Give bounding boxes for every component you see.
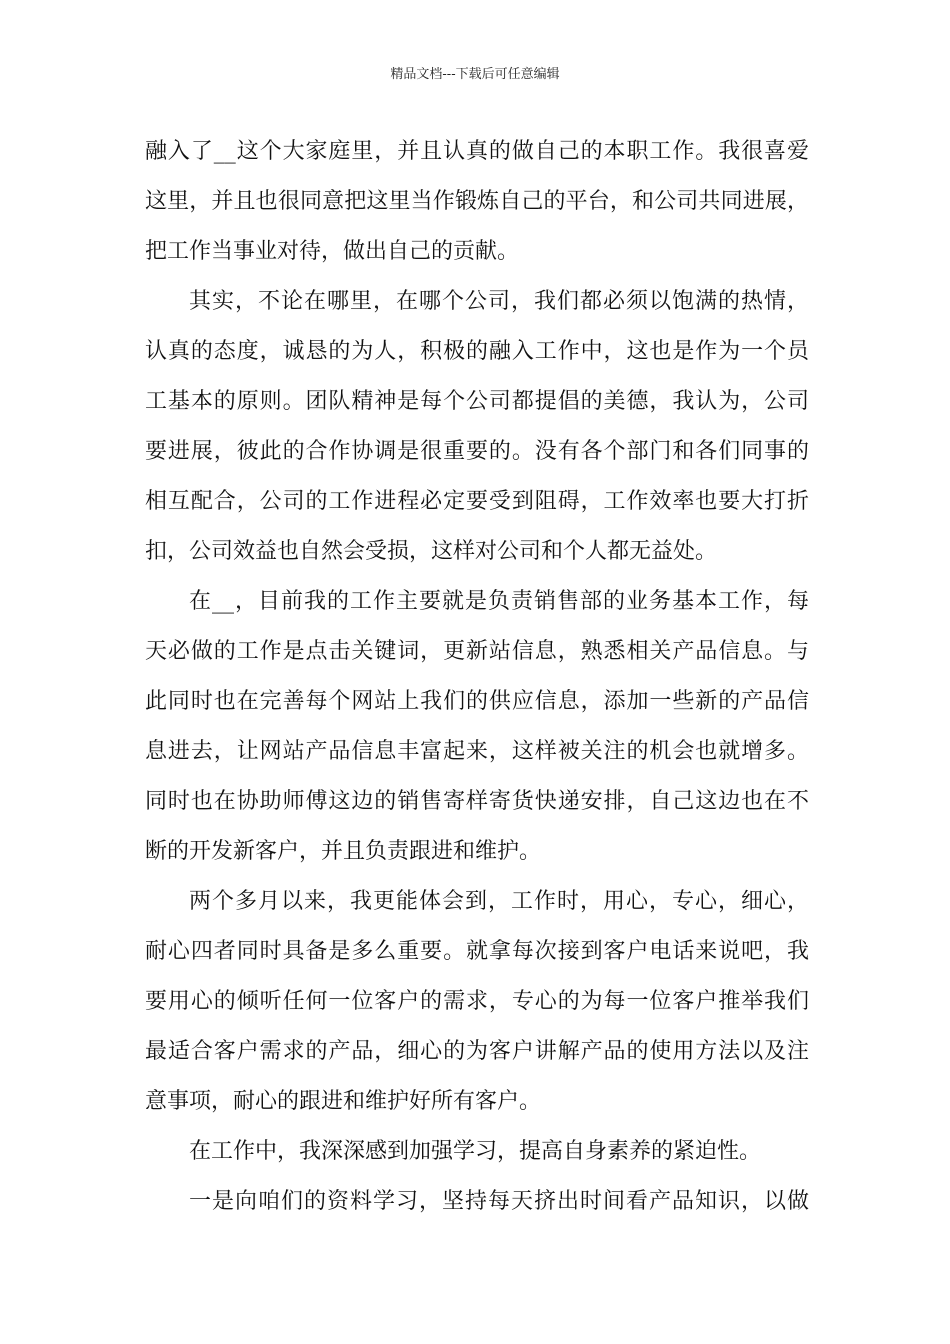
paragraph-3-line-4: 息进去，让网站产品信息丰富起来，这样被关注的机会也就增多。 (145, 739, 809, 764)
paragraph-2-line-2: 认真的态度，诚恳的为人，积极的融入工作中，这也是作为一个员 (145, 339, 809, 364)
paragraph-2-line-6: 扣，公司效益也自然会受损，这样对公司和个人都无益处。 (145, 539, 718, 564)
paragraph-2-line-1: 其实，不论在哪里，在哪个公司，我们都必须以饱满的热情， (189, 289, 809, 314)
paragraph-3-line-2: 天必做的工作是点击关键词，更新站信息，熟悉相关产品信息。与 (145, 639, 809, 664)
paragraph-2-line-5: 相互配合，公司的工作进程必定要受到阻碍，工作效率也要大打折 (145, 489, 809, 514)
paragraph-1-line-3: 把工作当事业对待，做出自己的贡献。 (145, 239, 520, 264)
paragraph-1-line-2: 这里，并且也很同意把这里当作锻炼自己的平台，和公司共同进展， (145, 189, 809, 214)
paragraph-5-line-1: 在工作中，我深深感到加强学习，提高自身素养的紧迫性。 (189, 1139, 762, 1164)
paragraph-4-line-3: 要用心的倾听任何一位客户的需求，专心的为每一位客户推举我们 (145, 989, 809, 1014)
document-body (145, 127, 809, 1227)
paragraph-3-line-6: 断的开发新客户，并且负责跟进和维护。 (145, 839, 542, 864)
paragraph-4-line-5: 意事项，耐心的跟进和维护好所有客户。 (145, 1089, 542, 1114)
paragraph-2-line-3: 工基本的原则。团队精神是每个公司都提倡的美德，我认为，公司 (145, 389, 809, 414)
paragraph-3-line-5: 同时也在协助师傅这边的销售寄样寄货快递安排，自己这边也在不 (145, 789, 809, 814)
paragraph-4-line-1: 两个多月以来，我更能体会到，工作时，用心，专心，细心， (189, 889, 809, 914)
paragraph-2-line-4: 要进展，彼此的合作协调是很重要的。没有各个部门和各们同事的 (145, 439, 809, 464)
paragraph-6-line-1: 一是向咱们的资料学习，坚持每天挤出时间看产品知识，以做 (189, 1189, 809, 1214)
page-header: 精品文档---下载后可任意编辑 (390, 67, 560, 82)
paragraph-1-line-1: 融入了__这个大家庭里，并且认真的做自己的本职工作。我很喜爱 (145, 139, 809, 164)
paragraph-4-line-4: 最适合客户需求的产品，细心的为客户讲解产品的使用方法以及注 (145, 1039, 809, 1064)
paragraph-3-line-1: 在__，目前我的工作主要就是负责销售部的业务基本工作，每 (189, 589, 809, 614)
paragraph-3-line-3: 此同时也在完善每个网站上我们的供应信息，添加一些新的产品信 (145, 689, 809, 714)
paragraph-4-line-2: 耐心四者同时具备是多么重要。就拿每次接到客户电话来说吧，我 (145, 939, 809, 964)
